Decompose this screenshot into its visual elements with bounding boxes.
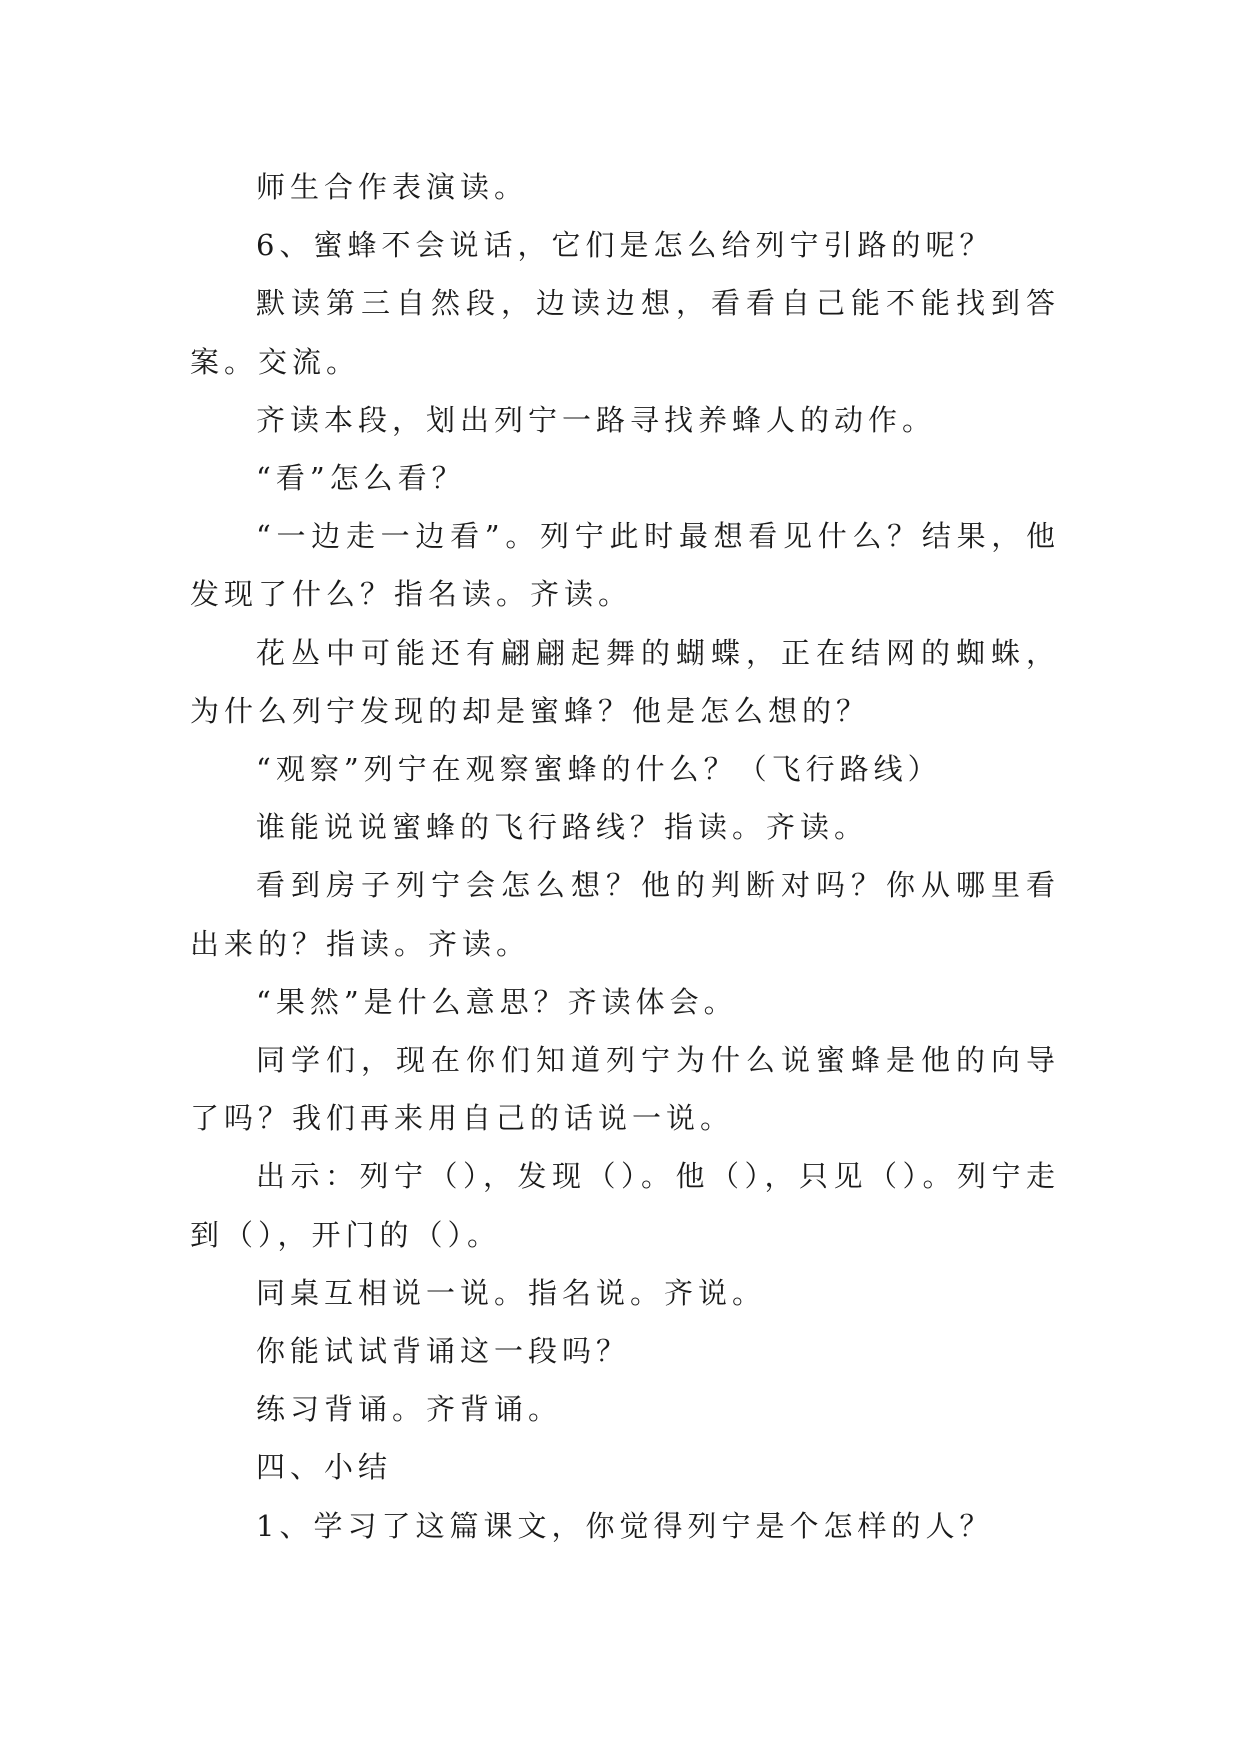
paragraph: 1、学习了这篇课文，你觉得列宁是个怎样的人？ [256,1508,994,1543]
paragraph: 同桌互相说一说。指名说。齐说。 [256,1275,767,1310]
paragraph: 同学们，现在你们知道列宁为什么说蜜蜂是他的向导了吗？我们再来用自己的话说一说。 [190,1043,1060,1136]
paragraph: 默读第三自然段，边读边想，看看自己能不能找到答案。交流。 [190,286,1060,379]
paragraph: “观察”列宁在观察蜜蜂的什么？（飞行路线） [256,752,942,787]
paragraph: “看”怎么看？ [256,461,466,496]
paragraph: “果然”是什么意思？齐读体会。 [256,984,738,1019]
paragraph: 6、蜜蜂不会说话，它们是怎么给列宁引路的呢？ [256,228,994,263]
section-heading: 四、小结 [256,1450,393,1485]
paragraph: 你能试试背诵这一段吗？ [256,1334,631,1369]
paragraph: 看到房子列宁会怎么想？他的判断对吗？你从哪里看出来的？指读。齐读。 [190,868,1060,961]
paragraph: 练习背诵。齐背诵。 [256,1392,563,1427]
paragraph: 出示：列宁（），发现（）。他（），只见（）。列宁走到（），开门的（）。 [190,1159,1060,1252]
paragraph: “一边走一边看”。列宁此时最想看见什么？结果，他发现了什么？指名读。齐读。 [190,519,1060,612]
paragraph: 师生合作表演读。 [256,170,529,204]
paragraph: 花丛中可能还有翩翩起舞的蝴蝶，正在结网的蜘蛛，为什么列宁发现的却是蜜蜂？他是怎么想的？ [190,635,1060,728]
document-body [190,158,1060,1555]
paragraph: 谁能说说蜜蜂的飞行路线？指读。齐读。 [256,810,869,845]
paragraph: 齐读本段，划出列宁一路寻找养蜂人的动作。 [256,402,937,437]
